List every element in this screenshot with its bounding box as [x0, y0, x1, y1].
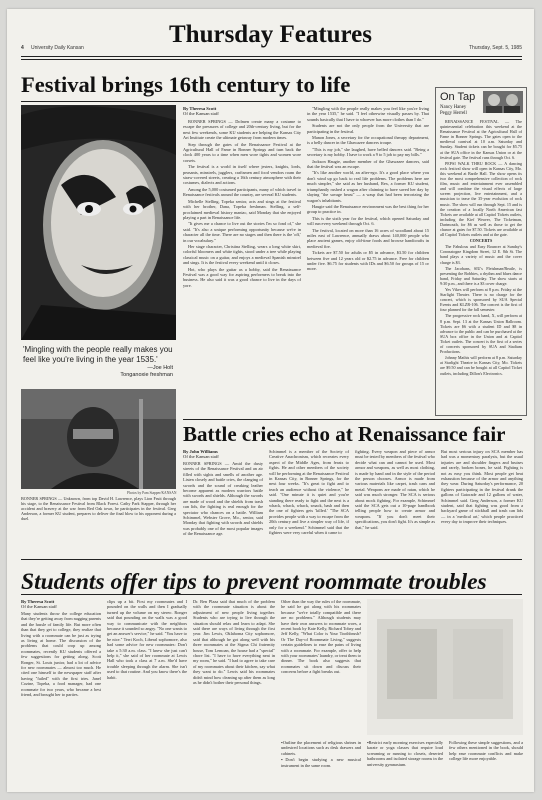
article3-closing: Following these simple suggestions, and a few others mentioned in the book, should help ease roommate conflicts and make college life more enjoyable. — [449, 740, 523, 762]
on-tap-item: Johnny Mathis will perform at 8 p.m. Saturday at Starlight Theatre in Kansas City, Mo. Tickets are $9.50 and can be bought at all Capitol Ticket outlets, including Dillon's Electronics. — [440, 355, 522, 376]
byline-staff: Of the Kansan staff — [183, 111, 219, 116]
article3-col-1: Many students throw the college education that they're getting away from nagging parents and the hassle of family life. But more often than that they get to college, they realize that living with a roommate can be just as trying as living at home. The discussion of the problems that could crop up among roommates, recently KU students offered a few suggestions for getting along. Scott Ronger, St. Louis junior, had a lot of advice for new roommates — almost too much. He cited one himself to the newspaper staff after having "failed" with the first tries. Janel Cozine, Topeka, a food manager, had one roommate for two years, who became a best friend, and brought her to parties. — [21, 611, 101, 698]
article2-headline: Battle cries echo at Renaissance fair — [183, 422, 506, 446]
bullet-text: Restrict early morning exercises especially karate or yoga classes that require loud screaming or running to closets, deserted bathrooms and isolated storage rooms in the university gymnasium. — [367, 740, 443, 767]
article1-paragraph: This is the sixth year for the festival, which opened Saturday and will run every weekend through Oct. 6. — [307, 215, 429, 227]
article1-paragraph: BONNER SPRINGS — Dolmen create many a costume to escape the pressures of college and 20th-century living, but for the next few weekends, some KU students are helping the Kansas City Art Institute create the ultimate getaway from modern times. — [183, 119, 301, 141]
pullquote-text: 'Mingling with the people really makes you feel like you're living in the year 1535.' — [23, 345, 173, 364]
article1-paragraph: Michelle Stelling, Topeka senior, acts and sings at the festival with her brother, Dana, Topeka freshman. Stelling, a self-proclaimed medieval history maniac, said Monday that she enjoyed playing a part in Renaissance life. — [183, 198, 301, 220]
article2-byline — [183, 449, 219, 459]
photo-caption: BONNER SPRINGS — Unknown, from top David H. Lawrence, plays Lion Fruit through his stage, to the Renaissance Festival from Black Forest. Cathy Park Stapper, through her accident and bravery at the war from Red Oak town, he participates in the festival. Greg Anderson, a former KU student, prepares to deliver the final blow to his opponent during a duel. — [21, 496, 176, 521]
article3-byline — [21, 599, 57, 609]
article1-col-1 — [183, 119, 301, 415]
article1-paragraph: "It gives me a chance to live out the stories I'm so fond of," she said. "It's also a unique performing opportunity because we're in character all the time. There are no stages and then there is the 'off,' in our vocabulary." — [183, 221, 301, 243]
article3-bullet-2 — [367, 740, 443, 787]
bullet-item: ▪Don't begin studying a new musical instrument in the same room. — [281, 757, 361, 768]
face-paint-photo — [21, 105, 176, 340]
paper-name: University Daily Kansan — [31, 45, 84, 51]
photo-credit: Photos by Pam Stapper/KANSAN — [127, 491, 177, 495]
on-tap-item: The Jacobans, SIU's Fleishman/Beatle, is presenting the Bobbies, a rhythm and blues dance band, Friday and Saturday. The show starts at 9:30 p.m., and there is a $3 cover charge. — [440, 265, 522, 286]
header-rule-thin — [21, 59, 522, 60]
article1-col-2 — [307, 106, 429, 415]
bullet-item: ▪Outline the placement of religious shrines in undesired locations such as desk drawers and cabinets. — [281, 740, 361, 756]
article1-paragraph: Among the 5,000 costumed participants, many of which travel to Renaissance festivals around the country, are several KU students. — [183, 186, 301, 198]
article1-paragraph: The festival is a world in itself where jesters, knights, lords, peasants, minstrels, jugglers, craftsmen and food vendors roam the straw-covered streets, creating a 16th century atmosphere with their costumes, dialects and actions. — [183, 164, 301, 186]
article1-paragraph: Manon Jones, a secretary for the occupational therapy department, is a belly dancer in the Ghawazee dancers troupe. — [307, 135, 429, 146]
article1-paragraph: The festival, located on more than 16 acres of woodland about 15 miles east of Lawrence, annually draws about 140,000 people who place ancient games, enjoy old-time foods and browse handicrafts in medieval fire. — [307, 227, 429, 249]
article1-headline: Festival brings 16th century to life — [21, 72, 351, 97]
byline-name: By John Williams — [183, 449, 218, 454]
helmet-photo — [21, 389, 176, 489]
article2-col-3: fighting. Every weapon and piece of armor must be tested by members of the festival who decide what can and cannot be used. Most armor and weapons, as well as most clothing, is made by hand and in the style of the period the person chooses. Armor is made from various materials like carpet, trash cans and metal. Weapons are made of ratan, which he said was much stronger. The SCA is serious about mock fighting. For example, Schimmel said the SCA gets out a 10-page handbook telling people how to create armor and weapons. "If you don't meet their specifications, you don't fight. It's as simple as that," he said. — [355, 449, 435, 530]
pullquote — [23, 345, 173, 379]
on-tap-bylines — [440, 105, 467, 117]
article1-paragraph: Hot, who plays the guitar as a hobby, said the Renaissance Festival was a good way for aspiring performers to break into the business. He also said it was a good chance to live in the days of yore. — [183, 266, 301, 288]
article2-col-1: BONNER SPRINGS — Amid the dusty streets of the Renaissance Festival and an air filled with sights and smells of another age. Listen closely and battle cries, the clanging of swords and the sound of creaking leather become apparent as modern warriors battle with swords and shields. Although the swords are made of wood and the shields from trash can lids, the fighting is real enough for the spectator who chances on a battle. William Schimmel, Webster Grove, Mo., senior, said Monday that fighting with swords and shields was probably one of the most popular images of the Renaissance age. — [183, 461, 263, 537]
columnist-photos — [483, 91, 523, 113]
on-tap-subhead: CONCERTS — [469, 238, 493, 244]
article2-col-4: But most serious injury on SCA member has had was a momentary paralysis, but the usual injuries are and shoulder fingers and bruises and rarely, broken bones, he said. Fighting is not as easy you think. Most people get heat exhaustion because of the armor and anything they wear. During Saturday's performance, 20 fighters participating in the festival drank the gallons of Gatorade and 12 gallons of water, Schimmel said. Greg Anderson, a former KU student, said that fighting was good from a backyard game of stickball and trash can lids — in a 'medical art,' which people practiced every day to improve their techniques. — [441, 449, 523, 525]
on-tap-item: PEPSI WALK THRU ROCK — A dancing rock festival show will open in Kansas City, Mo. this weekend at Bartle Hall. The show opens its two the most comprehensive collection of rock film, music and entertainment ever assembled and will combine the visual effects of large screen projection, live entertainment, and a musician to tease the 35-year evolution of rock music. The show will run through Sept. 15 and is the creation of a locally North American fast Tickets are available at all Capitol Tickets outlets, including the Kief Weaver, The Ticketman, Dartmouth, for $6 as well as those to get the chance at gates for $7.50. Tickets are available at all Capitol Tickets outlets and at the gate. — [440, 160, 522, 238]
byline-name: By Theresa Scott — [21, 599, 55, 604]
article1-paragraph: "This is my job," she laughed, have belled dancers said. "Being a secretary is my hobby. I have to work a 9 to 5 job to pay my bills." — [307, 146, 429, 158]
article3-col-2: clips up a bit. First my roommates and I pounded on the walls and then I gradually turned up the volume on my stereo. Ronger said that pounding on the walls was a good way to communicate with the neighbors because it sounded so angry. "No one wants to get an answer's service," he said. "You have to be nice." Terri Koch, Liberal sophomore, also had some advice for new roommates: Don't take a 5:30 a.m. class. "I knew she just can't help it," she said of her roommate at Lewis Hall who took a class at 7 a.m. She'd have trouble sleeping through the alarm. She isn't used to that routine. And you know there's the habit. — [107, 599, 187, 680]
bullet-item: ▪Restrict early morning exercises especially karate or yoga classes that require loud screaming or running to closets, deserted bathrooms and isolated storage rooms in the university gymnasium. — [367, 740, 443, 767]
byline-staff: Of the Kansan staff — [21, 604, 57, 609]
article1-paragraph: Haugie said the Renaissance environment was the best thing for her group to practice in. — [307, 203, 429, 215]
on-tap-item: RENAISSANCE FESTIVAL — The quintessential celebration this weekend at the Renaissance Festival at the Agricultural Hall of Fame in Bonner Springs. The gates open to the medieval carnival at 10 a.m. Saturday and Sunday. Student tickets can be bought for $5.75 at the SUA office in the Kansas Union or at the festival gate. The festival runs through Oct. 6. — [440, 119, 522, 160]
article3-col-3: Dr. Ben Plaza said that much of the problem with the roommate situation is about the adjustment of new people living together. Students who are trying to live through the situation should relax and learn to adapt. She said there are ways of living through the first year. Jim Lewis, Oklahoma City sophomore, said that although he got along well with his three roommates at the Sigma Chi fraternity house, Tom Lemoan, the house had a "special" chore list. "I have to have everything neat in my room," he said. "I had to agree to take care of my roommates about their kitchen, say what they want to do." Lewis said his roommates didn't mind how cleaning up after them as long as he didn't bother their personal things. — [193, 599, 275, 686]
on-tap-title: On Tap — [440, 91, 476, 103]
article3-headline-rule — [21, 594, 522, 595]
article3-headline: Students offer tips to prevent roommate troubles — [21, 569, 487, 595]
on-tap-byline-2: Peggy Herrell — [440, 110, 467, 116]
article1-paragraph: Students are not the only people from the University that are participating in the festival. — [307, 123, 429, 134]
header-rule — [21, 56, 522, 57]
section-title: Thursday Features — [168, 21, 373, 48]
article2-top-rule — [183, 419, 522, 420]
newspaper-page — [7, 9, 534, 792]
byline-staff: Of the Kansan staff — [183, 454, 219, 459]
on-tap-item: Yes Vikes will perform at 8 p.m. Friday at the Starlight Theater. There is no charge for the concert, which is sponsored by SUA Special Events and KLZR-106. The concert is the first of four planned for the fall semester. — [440, 287, 522, 313]
bullet-text: Don't begin studying a new musical instrument in the same room. — [281, 757, 361, 768]
on-tap-byline-1: Nancy Haney — [440, 105, 467, 110]
on-tap-item: The Fabulous and Easy Bouncer at Sunday's Coronatogne Kingdom Street, 12 E. 8th St. The band plays a variety of music and the cover charge is $3. — [440, 244, 522, 265]
article1-paragraph: "It's like another world, an after-ego. It's a good place where you don't wind up go back to real life problems. The problems here are much simpler," she said as her husband, Rex, a former KU student, triumphantly rushed a wagon after claiming to have saved her day by slaying "the savage beast" — a wasp that had been terrorizing the wagon's inhabitants. — [307, 170, 429, 203]
article1-paragraph: "Mingling with the people really makes you feel like you're living in the year 1535," he said. "I feel otherwise visually passes by. That sounds basically that I have to whoever has more clothes than I do." — [307, 106, 429, 122]
on-tap-items — [440, 119, 522, 411]
bullet-text: Outline the placement of religious shrines in undesired locations such as desk drawers and cabinets. — [281, 740, 361, 756]
article3-bullet-1 — [281, 740, 361, 787]
page-number: 4 — [21, 45, 24, 51]
article1-byline — [183, 106, 219, 116]
issue-date: Thursday, Sept. 5, 1985 — [469, 45, 522, 51]
helmet-photo-image — [21, 389, 176, 489]
article1-paragraph: Her stage character, Christina Stelling, wears a long white skirt, colorful bloomers and white tights, stood under a tree while playing classical music on a guitar, and enjoys a medieval Spanish minstrel and sings. It is the festival every weekend until it closes. — [183, 243, 301, 266]
article1-paragraph: Tickets are $7.50 for adults or $5 in advance, $3.50 for children between five and 12 years old or $2.75 in advance. Free for children under five. $6.75 for students with IDs and $6.50 for groups of 15 or more. — [307, 250, 429, 272]
face-photo-image — [21, 105, 176, 340]
roommate-photo-image — [367, 599, 523, 735]
roommate-photo — [367, 599, 523, 735]
headline-rule — [21, 101, 422, 102]
article2-col-2: Schimmel is a member of the Society of Creative Anachronism, which recreates every aspect of the Middle Ages, from feasts to fights. He and other members of the society will be performing at the Renaissance Festival in Kansas City, in Bonner Springs, for the next four weeks. "It's great to fight and to teach an audience without the violence," he said. "One minute it is quiet and you're standing there ready to fight and the next is a whack, whack, whack, smack, bash and then the one of fighters gets 'killed.' "The SCA provides people with a way to escape from the 20th century and live a simpler way of life, if only for a weekend." Schimmel said that the fighters were very careful when it came to — [269, 449, 349, 536]
article1-paragraph: Jackson Haugie, another member of the Ghawazee dancers, said that the festival was an escape. — [307, 158, 429, 170]
article1-paragraph: Step through the gates of the Renaissance Festival at the Agricultural Hall of Fame in Bonner Springs and turn back the clock 400 years to a time when men wore tights and women wore corsets. — [183, 141, 301, 163]
article3-top-rule — [21, 559, 522, 560]
on-tap-item: The progressive rock band, X, will perform at 8 p.m. Sept. 13 at the Kansas Union Ballroom. Tickets are $6 with a student ID and $8 in advance to the public and can be purchased at the SUA box office in the Union and at Capitol Ticket outlets. The concert is the first of a series of concerts sponsored by SUA and Stadium Productions. — [440, 313, 522, 355]
byline-name: By Theresa Scott — [183, 106, 217, 111]
article3-col-4: Other than the way the rules of the roommate, he said he got along with his roommates because "we're totally compatible and there are no problems." Although students may have their own answers to roommate woes, a recent book by Kate Kelly, Richard Tobey and Jeff Kelly, "What Color is Your Toothbrush? Or The Day-of Roommate Living," suggests certain guidelines to ease the pains of living with a roommate. For example, offer to help with your roommates' laundry, or treat them to dinner. The book also suggests that roommates sit down and discuss their concerns before a fight breaks out. — [281, 599, 361, 675]
columnist-photo-image — [483, 91, 523, 113]
pullquote-attribution: —Joe Holt Tonganoxie freshman — [120, 365, 173, 378]
